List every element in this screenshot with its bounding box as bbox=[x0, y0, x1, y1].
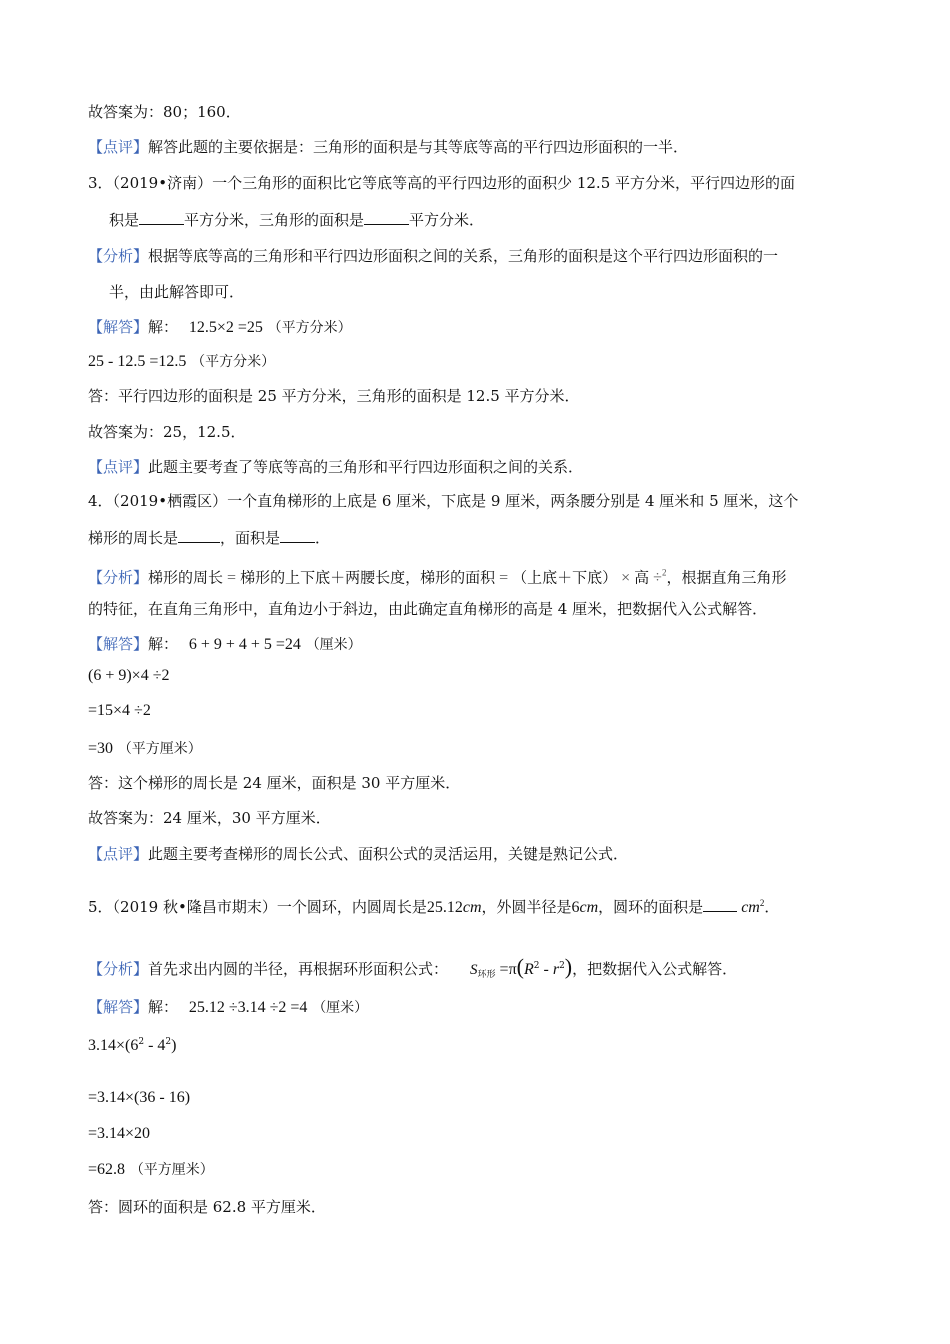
q5-equation-1: 25.12 ÷3.14 ÷2 =4 bbox=[188, 999, 308, 1016]
analysis-tag: 【分析】 bbox=[88, 568, 149, 587]
q5-answer: 答：圆环的面积是 62.8 平方厘米． bbox=[88, 1198, 326, 1216]
q4-stem-text: 梯形的周长是 bbox=[88, 529, 179, 547]
q5-equation-4: =3.14×20 bbox=[88, 1125, 151, 1142]
q5-equation-2: 3.14×(6 bbox=[88, 1037, 139, 1054]
q5-unit-cm: cm bbox=[741, 899, 760, 916]
q5-solution-line3 bbox=[88, 1086, 190, 1109]
solution-tag: 【解答】 bbox=[88, 635, 149, 653]
q4-review bbox=[88, 843, 628, 865]
analysis-text: ，把数据代入公式解答． bbox=[572, 960, 738, 978]
analysis-text: 高 bbox=[634, 568, 650, 587]
analysis-tag: 【分析】 bbox=[88, 247, 149, 265]
q4-stem-line2 bbox=[88, 527, 330, 549]
q3-stem-text: 积是 bbox=[109, 211, 140, 229]
q4-equation-3: =15×4 ÷2 bbox=[88, 702, 151, 719]
q4-unit-4: （平方厘米） bbox=[117, 741, 202, 757]
q4-stem-line1: 4．（2019•栖霞区）一个直角梯形的上底是 6 厘米，下底是 9 厘米，两条腰分别是 4 厘米和 5 厘米，这个 bbox=[88, 492, 799, 510]
review-text: 此题主要考查了等底等高的三角形和平行四边形面积之间的关系． bbox=[148, 458, 584, 476]
q4-blank-2[interactable] bbox=[280, 528, 315, 543]
q3-equation-2: 25 - 12.5 =12.5 bbox=[88, 353, 187, 370]
q4-stem-text: ． bbox=[315, 529, 331, 547]
q5-solution-line2: $3.14\times(6^2 - 4^2)$ bbox=[88, 1037, 177, 1054]
q5-unit-5: （平方厘米） bbox=[129, 1162, 214, 1178]
review-text: 解答此题的主要依据是：三角形的面积是与其等底等高的平行四边形面积的一半． bbox=[148, 138, 689, 156]
solution-tag: 【解答】 bbox=[88, 318, 149, 336]
q4-unit-1: （厘米） bbox=[305, 637, 362, 653]
q5-stem-text: 5．（2019 秋•隆昌市期末）一个圆环，内圆周长是 bbox=[88, 898, 427, 916]
q5-equation-2: - 4 bbox=[144, 1037, 166, 1054]
q3-solution-line1 bbox=[88, 316, 352, 339]
analysis-text: 根据等底等高的三角形和平行四边形面积之间的关系，三角形的面积是这个平行四边形面积的一 bbox=[148, 247, 779, 265]
analysis-text: 首先求出内圆的半径，再根据环形面积公式： bbox=[148, 960, 449, 978]
analysis-text: （上底＋下底） bbox=[512, 568, 618, 587]
q5-circumference: 25.12 bbox=[426, 899, 463, 916]
q4-equation-4: =30 bbox=[88, 740, 114, 757]
q4-solution-line2 bbox=[88, 664, 169, 687]
prev-review bbox=[88, 136, 688, 158]
q4-solution-line3 bbox=[88, 699, 151, 722]
q4-analysis-line2: 的特征，在直角三角形中，直角边小于斜边，由此确定直角梯形的高是 4 厘米，把数据代入公式解答． bbox=[88, 600, 768, 618]
q3-stem-line1: 3．（2019•济南）一个三角形的面积比它等底等高的平行四边形的面积少 12.5 平方分米，平行四边形的面 bbox=[88, 174, 796, 192]
q5-unit-cm: cm bbox=[579, 899, 599, 916]
q3-solution-line2 bbox=[88, 350, 275, 373]
q3-stem-line2 bbox=[109, 209, 484, 231]
q5-analysis: 【分析】首先求出内圆的半径，再根据环形面积公式： $S_{环形} =\pi(R^2 - r^2)$，把数据代入公式解答． bbox=[88, 954, 738, 980]
review-text: 此题主要考查梯形的周长公式、面积公式的灵活运用，关键是熟记公式． bbox=[148, 845, 629, 863]
review-tag: 【点评】 bbox=[88, 845, 149, 863]
q3-unit-1: （平方分米） bbox=[267, 320, 352, 336]
q4-equation-2: (6 + 9)×4 ÷2 bbox=[88, 667, 170, 684]
q4-solution-line4 bbox=[88, 737, 202, 760]
q5-radius: 6 bbox=[571, 899, 580, 916]
q4-stem-text: ，面积是 bbox=[220, 529, 281, 547]
q4-solution-line1 bbox=[88, 633, 362, 656]
formula-r: r bbox=[552, 961, 560, 978]
review-tag: 【点评】 bbox=[88, 138, 149, 156]
q5-solution-line5 bbox=[88, 1158, 214, 1181]
q5-blank[interactable] bbox=[703, 897, 737, 912]
q3-stem-text: 平方分米． bbox=[409, 211, 485, 229]
formula-minus: - bbox=[539, 961, 553, 978]
q4-answer: 答：这个梯形的周长是 24 厘米，面积是 30 平方厘米． bbox=[88, 774, 461, 792]
q3-equation-1: 12.5×2 =25 bbox=[188, 319, 263, 336]
review-tag: 【点评】 bbox=[88, 458, 149, 476]
prev-answer: 故答案为：80；160． bbox=[88, 103, 241, 121]
formula-subscript: 环形 bbox=[477, 970, 496, 980]
analysis-text: ，根据直角三角形 bbox=[666, 568, 787, 587]
q5-unit-cm: cm bbox=[462, 899, 482, 916]
analysis-tag: 【分析】 bbox=[88, 960, 149, 978]
q3-blank-2[interactable] bbox=[364, 210, 409, 225]
q3-review bbox=[88, 456, 583, 478]
q4-blank-1[interactable] bbox=[178, 528, 220, 543]
q5-solution-line4 bbox=[88, 1122, 150, 1145]
q3-blank-1[interactable] bbox=[139, 210, 184, 225]
q5-stem: 5．（2019 秋•隆昌市期末）一个圆环，内圆周长是25.12cm，外圆半径是6cm，圆环的面积是 $cm^2$． bbox=[88, 898, 780, 916]
q5-stem-text: ． bbox=[764, 898, 780, 916]
q5-equation-2: ) bbox=[171, 1037, 177, 1054]
analysis-text: 梯形的上下底＋两腰长度，梯形的面积 bbox=[240, 568, 496, 587]
q5-equation-5: =62.8 bbox=[88, 1161, 126, 1178]
formula-s: S bbox=[470, 962, 478, 978]
q3-final-answer: 故答案为：25，12.5． bbox=[88, 423, 246, 441]
q4-analysis-line1: 【分析】梯形的周长 = 梯形的上下底＋两腰长度，梯形的面积 = （上底＋下底） × 高 ÷$^2$，根据直角三角形 bbox=[88, 568, 787, 587]
formula-eq: =π bbox=[499, 961, 517, 978]
q3-analysis-line2: 半，由此解答即可． bbox=[109, 283, 245, 301]
q4-final-answer: 故答案为：24 厘米，30 平方厘米． bbox=[88, 809, 331, 827]
q5-solution-line1 bbox=[88, 996, 368, 1019]
solution-tag: 【解答】 bbox=[88, 998, 149, 1016]
analysis-text: 梯形的周长 bbox=[148, 568, 224, 587]
q3-answer: 答：平行四边形的面积是 25 平方分米，三角形的面积是 12.5 平方分米． bbox=[88, 387, 580, 405]
q5-unit-1: （厘米） bbox=[312, 1000, 369, 1016]
q5-equation-3: =3.14×(36 - 16) bbox=[88, 1089, 191, 1106]
q5-stem-text: ，外圆半径是 bbox=[481, 898, 572, 916]
q5-stem-text: ，圆环的面积是 bbox=[598, 898, 704, 916]
q4-equation-1: 6 + 9 + 4 + 5 =24 bbox=[188, 636, 301, 653]
solution-label: 解： bbox=[148, 318, 179, 336]
solution-label: 解： bbox=[148, 635, 179, 653]
formula-R: R bbox=[523, 961, 534, 978]
q3-unit-2: （平方分米） bbox=[191, 354, 276, 370]
solution-label: 解： bbox=[148, 998, 179, 1016]
q3-analysis-line1 bbox=[88, 245, 778, 267]
q3-stem-text: 平方分米，三角形的面积是 bbox=[184, 211, 365, 229]
